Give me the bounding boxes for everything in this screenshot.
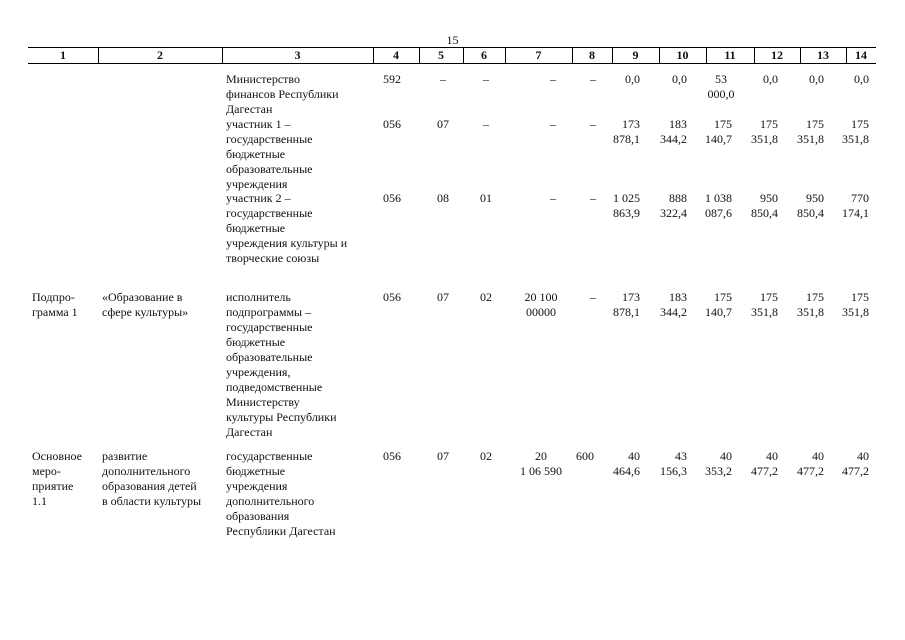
cell-csr: 20 1 06 590 — [520, 449, 562, 478]
column-header: 9 — [632, 48, 639, 62]
cell-value: 0,0 — [854, 72, 869, 86]
column-header: 10 — [676, 48, 689, 62]
cell-value: 173 878,1 — [613, 117, 640, 146]
cell-executor: Министерство финансов Республики Дагестан — [226, 72, 339, 116]
cell-status: Основное меро- приятие 1.1 — [32, 449, 82, 508]
cell-value: 40 353,2 — [705, 449, 732, 478]
column-header: 7 — [535, 48, 542, 62]
column-header: 13 — [817, 48, 829, 62]
cell-value: 770 174,1 — [842, 191, 869, 220]
cell-value: 175 351,8 — [797, 290, 824, 319]
cell-value: 1 025 863,9 — [613, 191, 640, 220]
cell-grbs: 056 — [383, 449, 401, 463]
cell-value: 0,0 — [625, 72, 640, 86]
column-header: 11 — [724, 48, 736, 62]
cell-pr: 02 — [480, 449, 492, 463]
cell-value: 175 140,7 — [705, 117, 732, 146]
cell-executor: исполнитель подпрограммы – государственные бюджетные образовательные учреждения, подведомственные Министерству культуры Республики Дагестан — [226, 290, 337, 439]
cell-value: 950 850,4 — [797, 191, 824, 220]
cell-value: 183 344,2 — [660, 290, 687, 319]
cell-executor: участник 2 – государственные бюджетные учреждения культуры и творческие союзы — [226, 191, 348, 265]
cell-grbs: 056 — [383, 117, 401, 131]
cell-csr: 20 100 00000 — [524, 290, 558, 319]
cell-csr: – — [550, 117, 556, 131]
cell-executor: участник 1 – государственные бюджетные образовательные учреждения — [226, 117, 313, 191]
column-header: 5 — [438, 48, 444, 62]
cell-vr: – — [590, 290, 596, 304]
cell-grbs: 592 — [383, 72, 401, 86]
cell-value: 40 477,2 — [751, 449, 778, 478]
cell-vr: – — [590, 191, 596, 205]
cell-value: 888 322,4 — [660, 191, 687, 220]
cell-value: 173 878,1 — [613, 290, 640, 319]
cell-value: 40 477,2 — [842, 449, 869, 478]
cell-pr: – — [483, 72, 489, 86]
cell-rz: 08 — [437, 191, 449, 205]
cell-status: Подпро- грамма 1 — [32, 290, 78, 319]
cell-vr: – — [590, 72, 596, 86]
cell-value: 183 344,2 — [660, 117, 687, 146]
cell-value: 175 140,7 — [705, 290, 732, 319]
column-header: 12 — [771, 48, 783, 62]
cell-value: 40 477,2 — [797, 449, 824, 478]
column-header: 8 — [589, 48, 595, 62]
cell-value: 175 351,8 — [751, 290, 778, 319]
cell-grbs: 056 — [383, 290, 401, 304]
cell-rz: – — [440, 72, 446, 86]
cell-rz: 07 — [437, 290, 449, 304]
header-bottom-rule — [28, 63, 876, 64]
page-number: 15 — [446, 33, 459, 47]
column-header: 6 — [481, 48, 487, 62]
cell-value: 40 464,6 — [613, 449, 640, 478]
cell-value: 950 850,4 — [751, 191, 778, 220]
column-header: 14 — [855, 48, 867, 62]
cell-value: 1 038 087,6 — [705, 191, 732, 220]
cell-grbs: 056 — [383, 191, 401, 205]
cell-value: 175 351,8 — [842, 290, 869, 319]
cell-value: 0,0 — [672, 72, 687, 86]
column-header: 1 — [60, 48, 66, 62]
cell-pr: 02 — [480, 290, 492, 304]
cell-pr: – — [483, 117, 489, 131]
cell-vr: 600 — [576, 449, 594, 463]
cell-rz: 07 — [437, 117, 449, 131]
cell-value: 0,0 — [763, 72, 778, 86]
cell-pr: 01 — [480, 191, 492, 205]
cell-executor: государственные бюджетные учреждения дополнительного образования Республики Дагестан — [226, 449, 336, 538]
cell-value: 175 351,8 — [751, 117, 778, 146]
cell-value: 0,0 — [809, 72, 824, 86]
cell-rz: 07 — [437, 449, 449, 463]
cell-program-name: развитие дополнительного образования детей в области культуры — [102, 449, 202, 508]
cell-value: 175 351,8 — [797, 117, 824, 146]
cell-vr: – — [590, 117, 596, 131]
column-header: 3 — [294, 48, 301, 62]
column-header: 2 — [157, 48, 163, 62]
cell-value: 53 000,0 — [707, 72, 735, 101]
cell-value: 175 351,8 — [842, 117, 869, 146]
column-header: 4 — [393, 48, 399, 62]
cell-program-name: «Образование в сфере культуры» — [102, 290, 189, 319]
cell-csr: – — [550, 72, 556, 86]
cell-csr: – — [550, 191, 556, 205]
cell-value: 43 156,3 — [660, 449, 687, 478]
